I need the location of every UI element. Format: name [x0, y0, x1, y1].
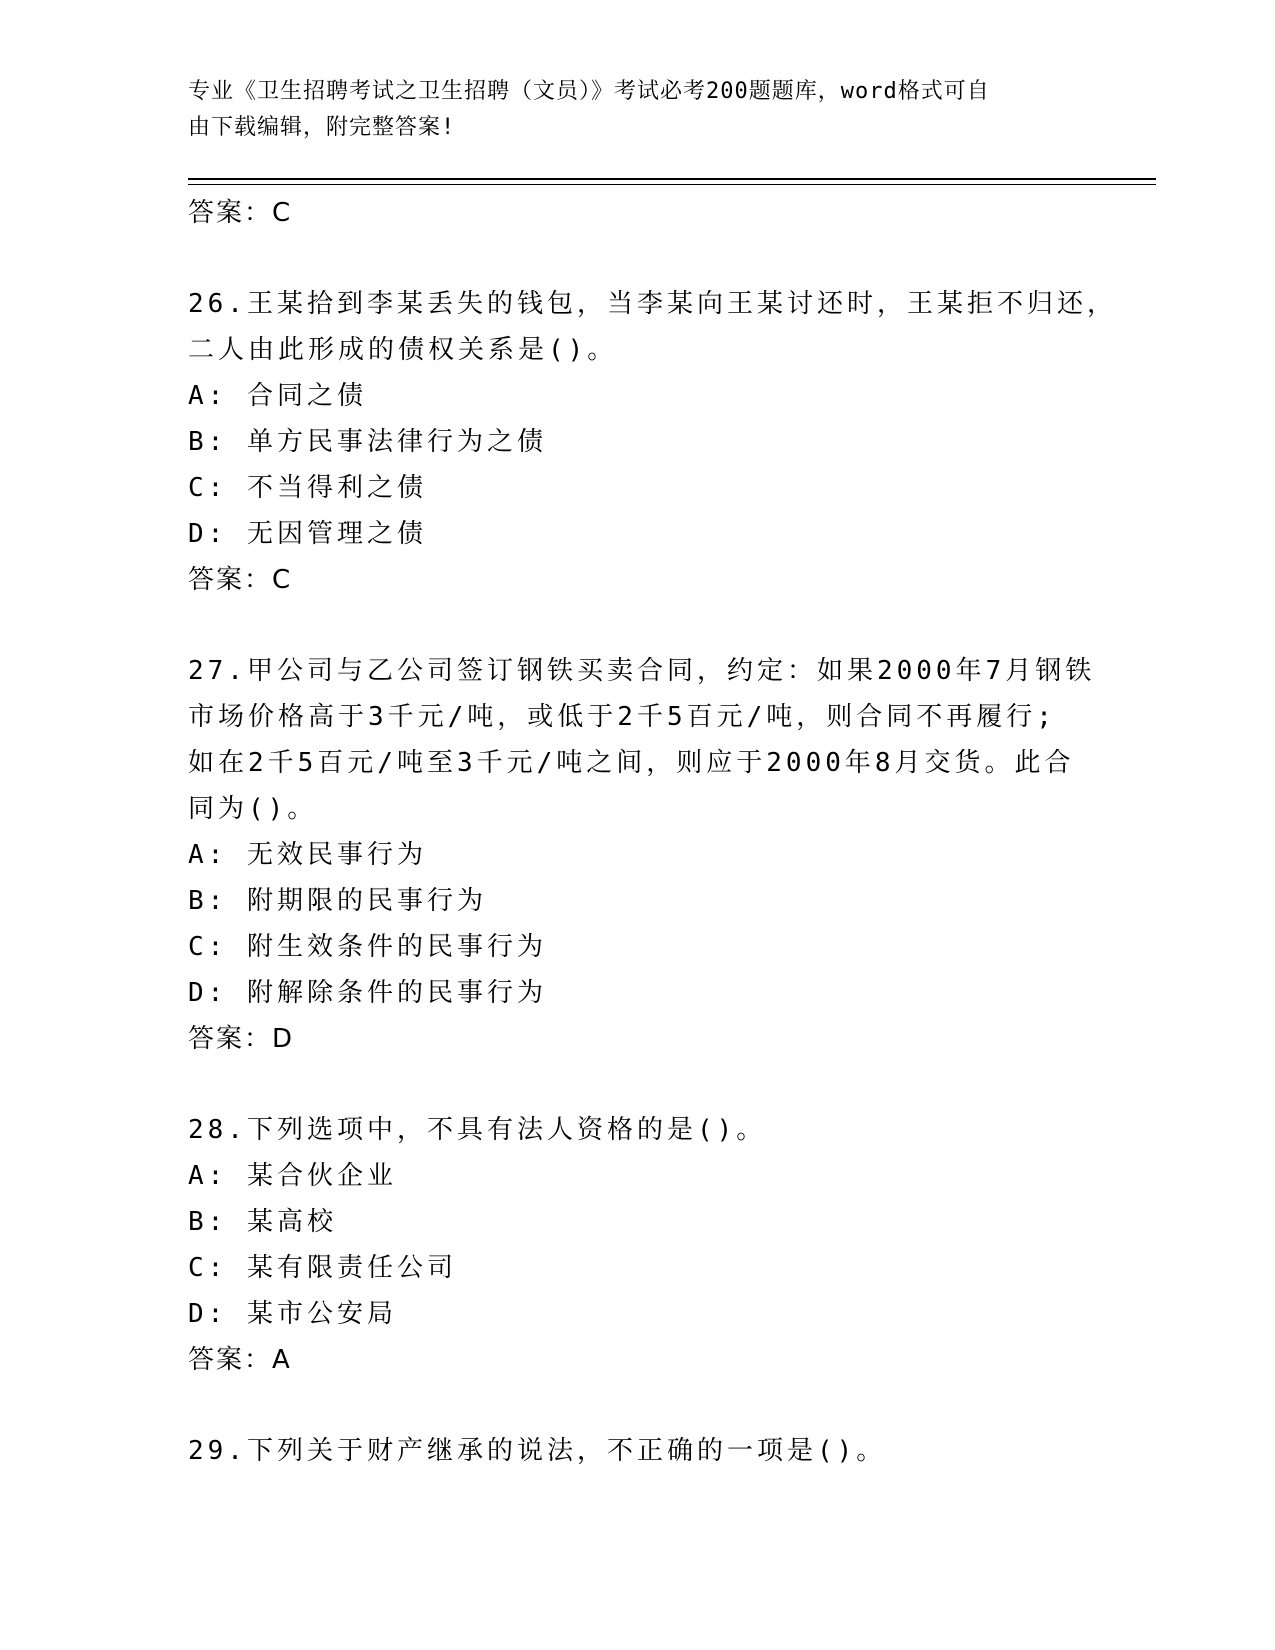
header-divider-thin	[188, 184, 1156, 185]
option-a: A: 合同之债	[188, 381, 367, 411]
question-text: 26.王某拾到李某丢失的钱包，当李某向王某讨还时，王某拒不归还，	[188, 289, 1117, 319]
option-d: D: 无因管理之债	[188, 519, 427, 549]
question-text: 同为()。	[188, 794, 318, 824]
question-list	[188, 190, 1117, 1474]
page-header	[188, 74, 1068, 146]
option-a: A: 无效民事行为	[188, 840, 427, 870]
question-text: 市场价格高于3千元/吨，或低于2千5百元/吨，则合同不再履行;	[188, 702, 1056, 732]
question-28	[188, 1107, 1088, 1383]
question-text: 如在2千5百元/吨至3千元/吨之间，则应于2000年8月交货。此合	[188, 748, 1075, 778]
option-c: C: 不当得利之债	[188, 473, 427, 503]
question-27	[188, 648, 1096, 1062]
option-d: D: 某市公安局	[188, 1299, 397, 1329]
answer-line: 答案：A	[188, 1345, 292, 1375]
header-line-1: 专业《卫生招聘考试之卫生招聘（文员）》考试必考200题题库，word格式可自	[188, 79, 990, 104]
question-29	[188, 1428, 1088, 1474]
answer-line: 答案：D	[188, 1024, 295, 1054]
option-c: C: 附生效条件的民事行为	[188, 932, 547, 962]
question-26	[188, 281, 1117, 603]
option-c: C: 某有限责任公司	[188, 1253, 457, 1283]
option-b: B: 单方民事法律行为之债	[188, 427, 547, 457]
question-text: 27.甲公司与乙公司签订钢铁买卖合同，约定：如果2000年7月钢铁	[188, 656, 1096, 686]
option-a: A: 某合伙企业	[188, 1161, 397, 1191]
header-line-2: 由下载编辑，附完整答案!	[188, 115, 456, 140]
option-b: B: 某高校	[188, 1207, 337, 1237]
question-text: 28.下列选项中，不具有法人资格的是()。	[188, 1115, 767, 1145]
question-text: 29.下列关于财产继承的说法，不正确的一项是()。	[188, 1436, 887, 1466]
option-b: B: 附期限的民事行为	[188, 886, 487, 916]
answer-line: 答案：C	[188, 565, 293, 595]
question-text: 二人由此形成的债权关系是()。	[188, 335, 618, 365]
header-divider-thick	[188, 178, 1156, 180]
option-d: D: 附解除条件的民事行为	[188, 978, 547, 1008]
answer-line: 答案：C	[188, 198, 293, 228]
